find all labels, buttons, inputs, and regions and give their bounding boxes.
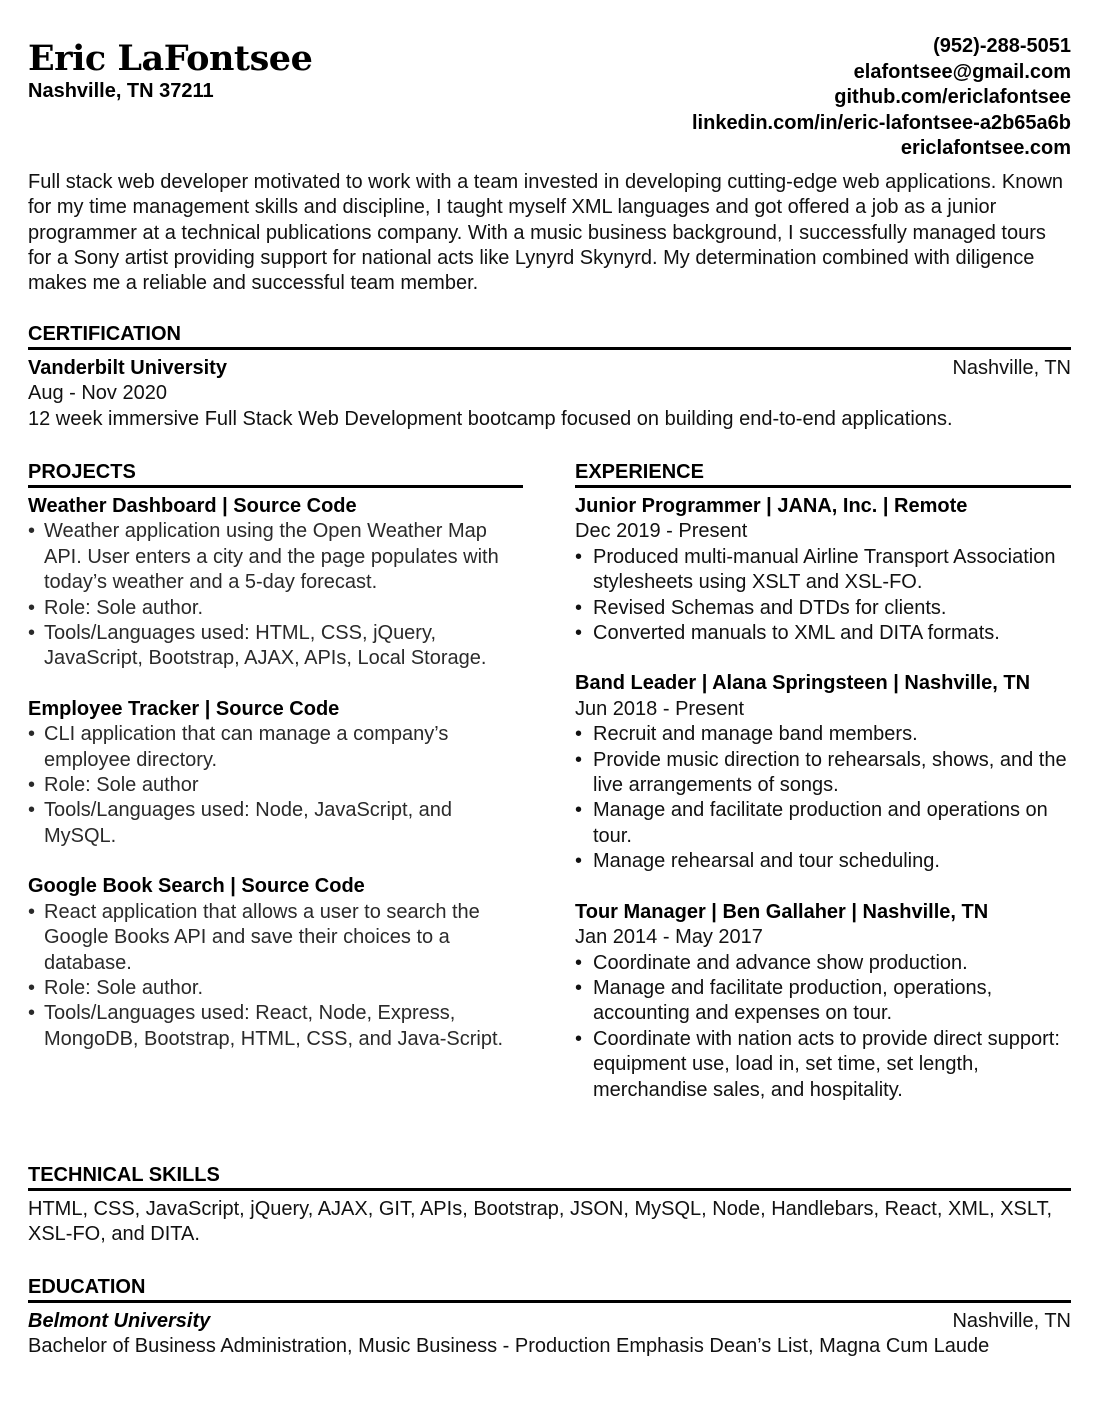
linkedin-link[interactable]: linkedin.com/in/eric-lafontsee-a2b65a6b: [691, 111, 1071, 134]
skills-list: HTML, CSS, JavaScript, jQuery, AJAX, GIT, APIs, Bootstrap, JSON, MySQL, Node, Handlebars, React, XML, XSLT, XSL-FO, and DITA.: [28, 1198, 1053, 1246]
project-bullet: • Role: Sole author.: [28, 596, 523, 621]
experience-bullet: • Coordinate and advance show production.: [575, 951, 1071, 976]
education-section: [28, 1275, 1071, 1360]
project-bullet: • Tools/Languages used: Node, JavaScript, and MySQL.: [28, 798, 523, 849]
experience-bullet: • Manage rehearsal and tour scheduling.: [575, 849, 1071, 874]
education-school: Belmont University: [28, 1310, 211, 1332]
experience-heading-line: Band Leader | Alana Springsteen | Nashville, TN: [575, 672, 1031, 695]
project-heading[interactable]: Weather Dashboard | Source Code: [28, 495, 357, 517]
github-link[interactable]: github.com/ericlafontsee: [834, 86, 1071, 108]
projects-section: [28, 460, 523, 1052]
experience-bullet: • Manage and facilitate production, operations, accounting and expenses on tour.: [575, 976, 1071, 1027]
certification-dates: Aug - Nov 2020: [28, 382, 167, 405]
project-bullet: • Role: Sole author.: [28, 976, 523, 1001]
experience-bullet: • Coordinate with nation acts to provide direct support: equipment use, load in, set time, set length, merchandise sales, and hospitality.: [575, 1027, 1071, 1103]
project-entry: [28, 494, 523, 672]
experience-heading-line: Tour Manager | Ben Gallaher | Nashville, TN: [575, 900, 989, 923]
email-link[interactable]: elafontsee@gmail.com: [853, 60, 1071, 83]
certification-heading: CERTIFICATION: [28, 322, 1071, 350]
skills-heading: TECHNICAL SKILLS: [28, 1163, 1071, 1191]
phone-number[interactable]: (952)-288-5051: [933, 35, 1071, 57]
experience-entry: [575, 900, 1071, 1103]
experience-bullet: • Converted manuals to XML and DITA formats.: [575, 621, 1071, 646]
experience-entry: [575, 494, 1071, 646]
experience-bullet: • Recruit and manage band members.: [575, 722, 1071, 747]
experience-dates: Jan 2014 - May 2017: [575, 926, 763, 949]
project-entry: [28, 874, 523, 1052]
education-location: Nashville, TN: [952, 1310, 1071, 1332]
certification-description: 12 week immersive Full Stack Web Development bootcamp focused on building end-to-end applications.: [28, 407, 953, 430]
project-heading[interactable]: Google Book Search | Source Code: [28, 875, 365, 898]
experience-bullet: • Manage and facilitate production and operations on tour.: [575, 798, 1071, 849]
project-entry: [28, 697, 523, 849]
project-bullet: • Role: Sole author: [28, 773, 523, 798]
project-bullet: • Weather application using the Open Weather Map API. User enters a city and the page populates with today’s weather and a 5-day forecast.: [28, 519, 523, 595]
website-link[interactable]: ericlafontsee.com: [900, 137, 1071, 159]
experience-bullet: • Produced multi-manual Airline Transport Association stylesheets using XSLT and XSL-FO.: [575, 545, 1071, 596]
project-bullet: • CLI application that can manage a company’s employee directory.: [28, 722, 523, 773]
education-degree: Bachelor of Business Administration, Music Business - Production Emphasis Dean’s List, Magna Cum Laude: [28, 1335, 990, 1358]
candidate-name: Eric LaFontsee: [28, 38, 313, 79]
summary-paragraph: Full stack web developer motivated to work with a team invested in developing cutting-edge web applications. Known for my time management skills and discipline, I taught myself XML languages and got offered a job as a junior programmer at a technical publications company. With a music business background, I successfully managed tours for a Sony artist providing support for national acts like Lynyrd Skynyrd. My determination combined with diligence makes me a reliable and successful team member.: [28, 171, 1064, 295]
certification-section: [28, 322, 1071, 432]
experience-heading: EXPERIENCE: [575, 460, 1071, 488]
candidate-location: Nashville, TN 37211: [28, 80, 214, 102]
education-heading: EDUCATION: [28, 1275, 1071, 1303]
certification-location: Nashville, TN: [952, 357, 1071, 379]
experience-entry: [575, 671, 1071, 874]
project-bullet: • Tools/Languages used: HTML, CSS, jQuery, JavaScript, Bootstrap, AJAX, APIs, Local Storage.: [28, 621, 523, 672]
experience-bullet: • Provide music direction to rehearsals, shows, and the live arrangements of songs.: [575, 748, 1071, 799]
project-bullet: • Tools/Languages used: React, Node, Express, MongoDB, Bootstrap, HTML, CSS, and Java-Script.: [28, 1001, 523, 1052]
experience-heading-line: Junior Programmer | JANA, Inc. | Remote: [575, 495, 968, 517]
experience-dates: Dec 2019 - Present: [575, 520, 748, 543]
contact-block: [692, 34, 1071, 162]
skills-section: [28, 1163, 1071, 1248]
certification-school: Vanderbilt University: [28, 357, 227, 379]
projects-heading: PROJECTS: [28, 460, 523, 488]
project-bullet: • React application that allows a user to search the Google Books API and save their choices to a database.: [28, 900, 523, 976]
project-heading[interactable]: Employee Tracker | Source Code: [28, 697, 340, 720]
experience-bullet: • Revised Schemas and DTDs for clients.: [575, 596, 1071, 621]
experience-dates: Jun 2018 - Present: [575, 697, 744, 720]
experience-section: [575, 460, 1071, 1103]
